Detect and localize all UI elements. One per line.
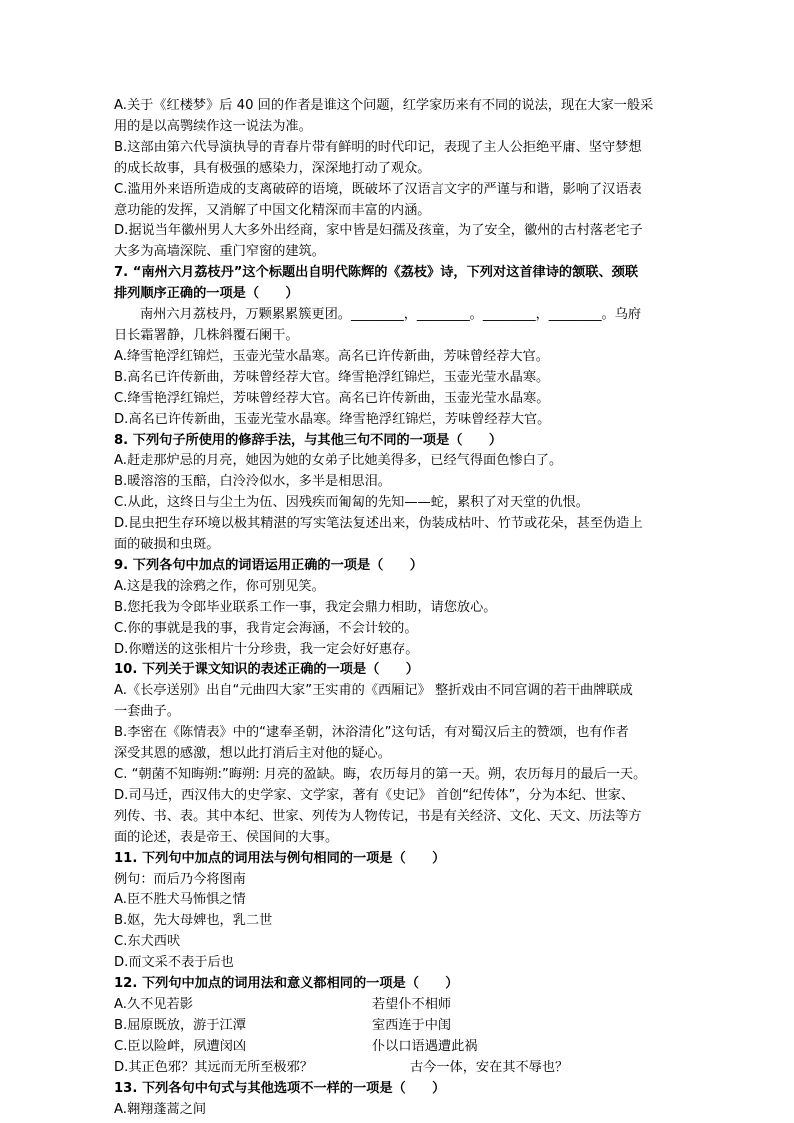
question-6-options xyxy=(114,96,684,263)
option-b-line-1: B.李密在《陈情表》中的“逮奉圣朝，沐浴清化”这句话，有对蜀汉后主的赞颂，也有作者 xyxy=(114,725,629,741)
question-13-title: 13. 下列各句中句式与其他选项不一样的一项是（ ） xyxy=(114,1080,446,1096)
option-c-right: 仆以口语遇遭此祸 xyxy=(372,1038,478,1054)
poem-line-2: 日长霜署静，几株斜覆石阑干。 xyxy=(114,327,299,343)
question-7-title-line-2: 排列顺序正确的一项是（ ） xyxy=(114,286,299,302)
option-a: A.翱翔蓬蒿之间 xyxy=(114,1101,207,1117)
question-12-title: 12. 下列句中加点的词用法和意义都相同的一项是（ ） xyxy=(114,976,459,992)
question-9 xyxy=(114,556,684,661)
option-a-line-1: A.关于《红楼梦》后 40 回的作者是谁这个问题，红学家历来有不同的说法，现在大家一般采 xyxy=(114,98,654,113)
example-sentence: 例句：而后乃今将图南 xyxy=(114,871,246,887)
question-11 xyxy=(114,849,684,974)
option-b: B.您托我为令郎毕业联系工作一事，我定会鼎力相助，请您放心。 xyxy=(114,599,497,615)
question-13 xyxy=(114,1079,684,1121)
option-b: B.妪，先大母婢也，乳二世 xyxy=(114,913,273,929)
option-b-left: B.屈原既放，游于江潭 xyxy=(114,1017,246,1033)
option-c: C.你的事就是我的事，我肯定会海涵，不会计较的。 xyxy=(114,620,418,636)
option-c: C. “朝菌不知晦朔:”晦朔: 月亮的盈缺。晦，农历每月的第一天。朔，农历每月的最后一天。 xyxy=(114,767,647,782)
option-d-line-1: D.司马迁，西汉伟大的史学家、文学家，著有《史记》 首创“纪传体”，分为本纪、世家、 xyxy=(114,787,635,803)
question-8-title: 8. 下列句子所使用的修辞手法，与其他三句不同的一项是（ ） xyxy=(114,432,503,448)
question-9-title: 9. 下列各句中加点的词语运用正确的一项是（ ） xyxy=(114,557,423,573)
option-b-line-2: 深受其恩的感激，想以此打消后主对他的疑心。 xyxy=(114,746,391,762)
option-c-line-1: C.滥用外来语所造成的支离破碎的语境，既破坏了汉语言文字的严谨与和谐，影响了汉语表 xyxy=(114,181,642,197)
exam-page xyxy=(114,96,684,1120)
option-a-line-1: A.《长亭送别》出自“元曲四大家”王实甫的《西厢记》 整折戏由不同宫调的若干曲牌联成 xyxy=(114,683,633,699)
option-d-line-2: 列传、书、表。其中本纪、世家、列传为人物传记，书是有关经济、文化、天文、历法等方 xyxy=(114,808,642,824)
option-a: A.绛雪艳浮红锦烂，玉壶光莹水晶寒。高名已许传新曲，芳味曾经荐大官。 xyxy=(114,348,549,364)
option-b: B.高名已许传新曲，芳味曾经荐大官。绛雪艳浮红锦烂，玉壶光莹水晶寒。 xyxy=(114,369,550,385)
option-d: D.你赠送的这张相片十分珍贵，我一定会好好惠存。 xyxy=(114,641,419,657)
option-d-line-2: 面的破损和虫斑。 xyxy=(114,537,220,553)
option-a: A.这是我的涂鸦之作，你可别见笑。 xyxy=(114,578,325,594)
option-b xyxy=(114,1016,684,1037)
option-c-left: C.臣以险衅，夙遭闵凶 xyxy=(114,1038,247,1054)
question-10-title: 10. 下列关于课文知识的表述正确的一项是（ ） xyxy=(114,662,419,678)
option-d-line-3: 面的论述，表是帝王、侯国间的大事。 xyxy=(114,829,339,845)
option-c: C.绛雪艳浮红锦烂，芳味曾经荐大官。高名已许传新曲，玉壶光莹水晶寒。 xyxy=(114,390,550,406)
option-a xyxy=(114,995,684,1016)
question-12 xyxy=(114,974,684,1079)
option-a-right: 若望仆不相师 xyxy=(372,996,452,1012)
option-a-line-2: 用的是以高鹗续作这一说法为准。 xyxy=(114,118,312,134)
option-d: D.而文采不表于后也 xyxy=(114,955,234,971)
option-b: B.暖溶溶的玉醅，白泠泠似水，多半是相思泪。 xyxy=(114,474,391,490)
option-d-line-1: D.据说当年徽州男人大多外出经商，家中皆是妇孺及孩童，为了安全，徽州的古村落老宅子 xyxy=(114,223,643,239)
question-8 xyxy=(114,431,684,556)
poem-line-1: 南州六月荔枝丹，万颗累累簇更团。________，________。________，________。乌府 xyxy=(140,307,642,323)
option-d: D.高名已许传新曲，玉壶光莹水晶寒。绛雪艳浮红锦烂，芳味曾经荐大官。 xyxy=(114,411,551,427)
option-a-left: A.久不见若影 xyxy=(114,996,193,1012)
question-7-title-line-1: 7. “南州六月荔枝丹”这个标题出自明代陈辉的《荔枝》诗，下列对这首律诗的颔联、颈联 xyxy=(114,265,639,281)
option-c-line-2: 意功能的发挥，又消解了中国文化精深而丰富的内涵。 xyxy=(114,202,431,218)
question-10 xyxy=(114,660,684,848)
option-d-line-2: 大多为高墙深院、重门窄窗的建筑。 xyxy=(114,244,325,260)
option-a: A.赶走那炉忌的月亮，她因为她的女弟子比她美得多，已经气得面色惨白了。 xyxy=(114,453,563,469)
option-c: C.从此，这终日与尘土为伍、因残疾而匍匐的先知——蛇，累积了对天堂的仇恨。 xyxy=(114,495,589,511)
question-11-title: 11. 下列句中加点的词用法与例句相同的一项是（ ） xyxy=(114,850,446,866)
question-7 xyxy=(114,263,684,430)
option-d-left: D.其正色邪？其远而无所至极邪？ xyxy=(114,1059,313,1075)
option-b-line-2: 的成长故事，具有极强的感染力，深深地打动了观众。 xyxy=(114,160,431,176)
option-b-right: 室西连于中闺 xyxy=(372,1017,452,1033)
option-a: A.臣不胜犬马怖惧之情 xyxy=(114,892,246,908)
option-d xyxy=(114,1058,684,1079)
option-c: C.东犬西吠 xyxy=(114,934,181,950)
option-c xyxy=(114,1037,684,1058)
option-b-line-1: B.这部由第六代导演执导的青春片带有鲜明的时代印记，表现了主人公拒绝平庸、坚守梦想 xyxy=(114,139,642,155)
option-d-line-1: D.昆虫把生存环境以极其精湛的写实笔法复述出来，伪装成枯叶、竹节或花朵，甚至伪造上 xyxy=(114,516,643,532)
option-a-line-2: 一套曲子。 xyxy=(114,704,180,720)
option-d-right: 古今一体，安在其不辱也？ xyxy=(410,1059,569,1075)
